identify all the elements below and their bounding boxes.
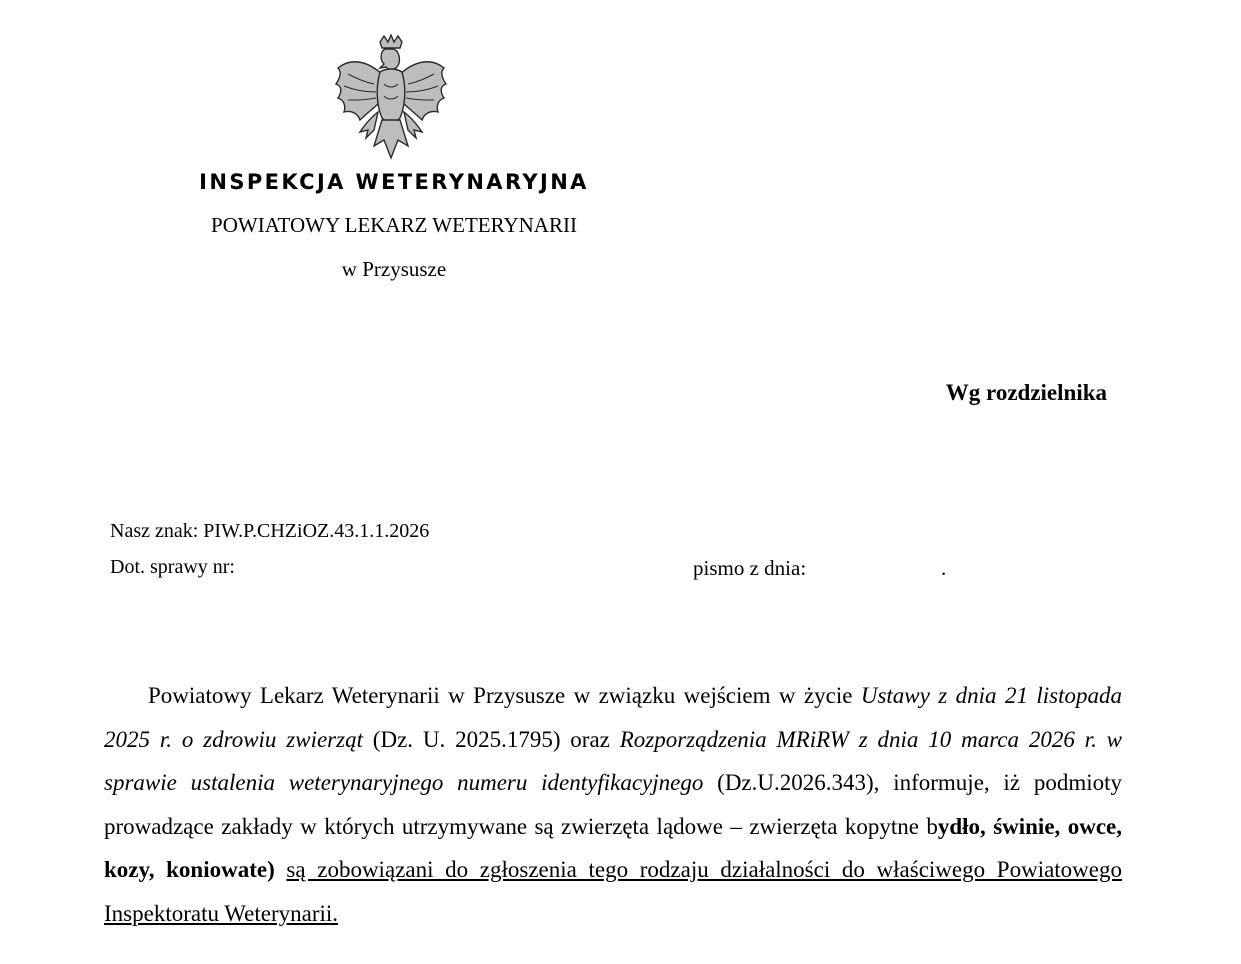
body-text-2: (Dz. U. 2025.1795) oraz	[362, 726, 620, 752]
body-space	[275, 857, 287, 882]
our-reference-value: PIW.P.CHZiOZ.43.1.1.2026	[203, 520, 430, 542]
institution-name: INSPEKCJA WETERYNARYJNA	[199, 170, 589, 194]
body-animal-list: ydło, świnie, owce, kozy, koniowate)	[104, 813, 1122, 882]
body-regulation-title: Rozporządzenia MRiRW z dnia 10 marca 2026 r. w sprawie ustalenia weterynaryjnego numeru identyfikacyjnego	[104, 726, 1123, 795]
letter-body	[104, 674, 1122, 935]
body-obligation: są zobowiązani do zgłoszenia tego rodzaju działalności do właściwego Powiatowego Inspektoratu Weterynarii.	[104, 857, 1122, 926]
our-reference	[110, 520, 429, 543]
letter-date-end: .	[941, 556, 947, 580]
office-name: POWIATOWY LEKARZ WETERYNARII	[211, 213, 577, 237]
case-number-label: Dot. sprawy nr:	[110, 556, 235, 578]
body-act-title: Ustawy z dnia 21 listopada 2025 r. o zdrowiu zwierząt	[104, 683, 1122, 752]
body-text-3: (Dz.U.2026.343), informuje, iż podmioty prowadzące zakłady w których utrzymywane są zwierzęta lądowe – zwierzęta kopytne b	[104, 770, 1122, 839]
our-reference-label: Nasz znak:	[110, 520, 199, 542]
polish-eagle-emblem-icon	[330, 34, 452, 164]
letter-date-label: pismo z dnia:	[693, 556, 807, 580]
recipient: Wg rozdzielnika	[945, 380, 1107, 405]
office-city: w Przysusze	[341, 257, 447, 281]
body-text-1: Powiatowy Lekarz Weterynarii w Przysusze w związku wejściem w życie	[148, 683, 861, 708]
